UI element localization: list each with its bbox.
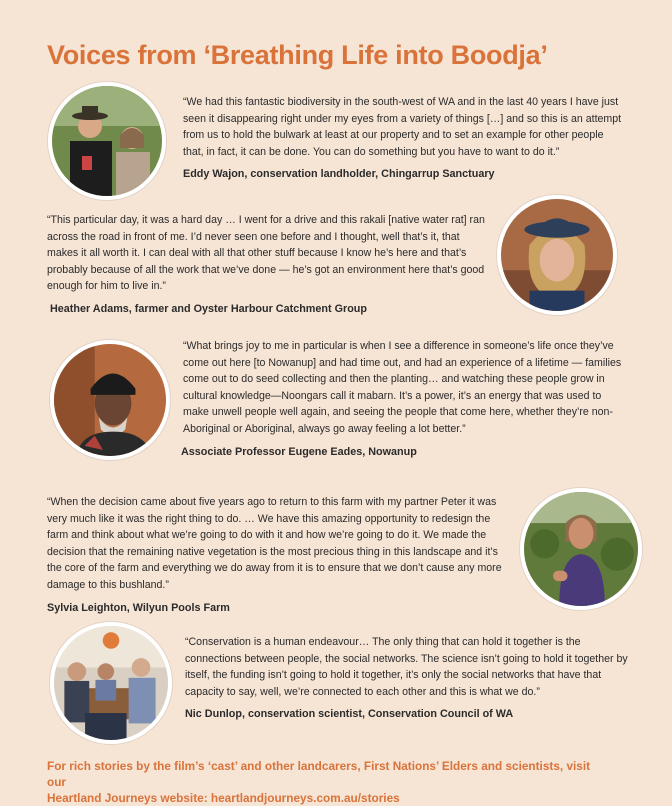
portrait-eddy-wajon-icon (48, 82, 166, 200)
quote-text: “This particular day, it was a hard day … I went for a drive and this rakali [native water rat] ran across the road in front of me. I’d never seen one before and I thought, well that’s it, that makes it all worth it. I can deal with all that other stuff because I know he’s here and that’s probably because of all the work that we’ve done — he’s got an environment here that’s good enough for him to live in.” (47, 214, 485, 293)
quote-attribution: Heather Adams, farmer and Oyster Harbour Catchment Group (50, 302, 367, 315)
portrait-heather-adams-icon (497, 195, 617, 315)
photo-group-meeting-icon (50, 622, 172, 744)
quote-attribution: Sylvia Leighton, Wilyun Pools Farm (47, 601, 230, 614)
quote-heather-adams (47, 212, 487, 318)
page-title: Voices from ‘Breathing Life into Boodja’ (47, 40, 548, 70)
quote-text: “When the decision came about five years ago to return to this farm with my partner Peter it was very much like it was the right thing to do. … We have this amazing opportunity to redesign the farm and think about what we’re going to do with it and how we’re going to do it. We made the decision that the remaining native vegetation is the most precious thing in this landscape and it’s the core of the farm and everything we do away from it is to ensure that we don’t cause any more damage to this bushland.” (47, 496, 502, 591)
quote-eugene-eades (183, 338, 623, 460)
quote-sylvia-leighton (47, 494, 507, 616)
quote-text: “We had this fantastic biodiversity in the south-west of WA and in the last 40 years I have just seen it disappearing right under my eyes from a variety of things […] and so this is an attempt from us to hold the bulwark at least at our property and to set an example for other people that, in fact, it can be done. You can do something but you have to want to do it.” (183, 96, 622, 158)
footer-line-1: For rich stories by the film’s ‘cast’ and other landcarers, First Nations’ Elders and scientists, visit our (47, 759, 591, 789)
portrait-eugene-eades-icon (50, 340, 170, 460)
quote-eddy-wajon (183, 94, 623, 183)
quote-attribution: Associate Professor Eugene Eades, Nowanup (181, 445, 417, 458)
footer-cta (47, 758, 607, 806)
quote-attribution: Nic Dunlop, conservation scientist, Conservation Council of WA (185, 708, 514, 721)
quote-text: “What brings joy to me in particular is when I see a difference in someone’s life once they’ve come out here [to Nowanup] and had time out, and had an experience of a lifetime — families come out to do seed collecting and then the planting… and watching these people grow in cultural knowledge—Noongars call it mabarn. It’s a power, it’s an energy that was used to make unwell people well again, and seeing the people that come here, whether they’re non-Aboriginal or Aboriginal, always go away feeling a lot better.” (183, 340, 622, 435)
quote-text: “Conservation is a human endeavour… The only thing that can hold it together is the connections between people, the social networks. The science isn’t going to hold it together by itself, the funding isn’t going to hold it together, it’s only the social networks that have that capacity to say, well, we’re connected to each other and this is what we do.” (185, 636, 628, 698)
portrait-sylvia-leighton-icon (520, 488, 642, 610)
footer-website-link[interactable]: Heartland Journeys website: heartlandjourneys.com.au/stories (47, 791, 400, 805)
quote-nic-dunlop (185, 634, 635, 723)
quote-attribution: Eddy Wajon, conservation landholder, Chingarrup Sanctuary (183, 168, 495, 181)
